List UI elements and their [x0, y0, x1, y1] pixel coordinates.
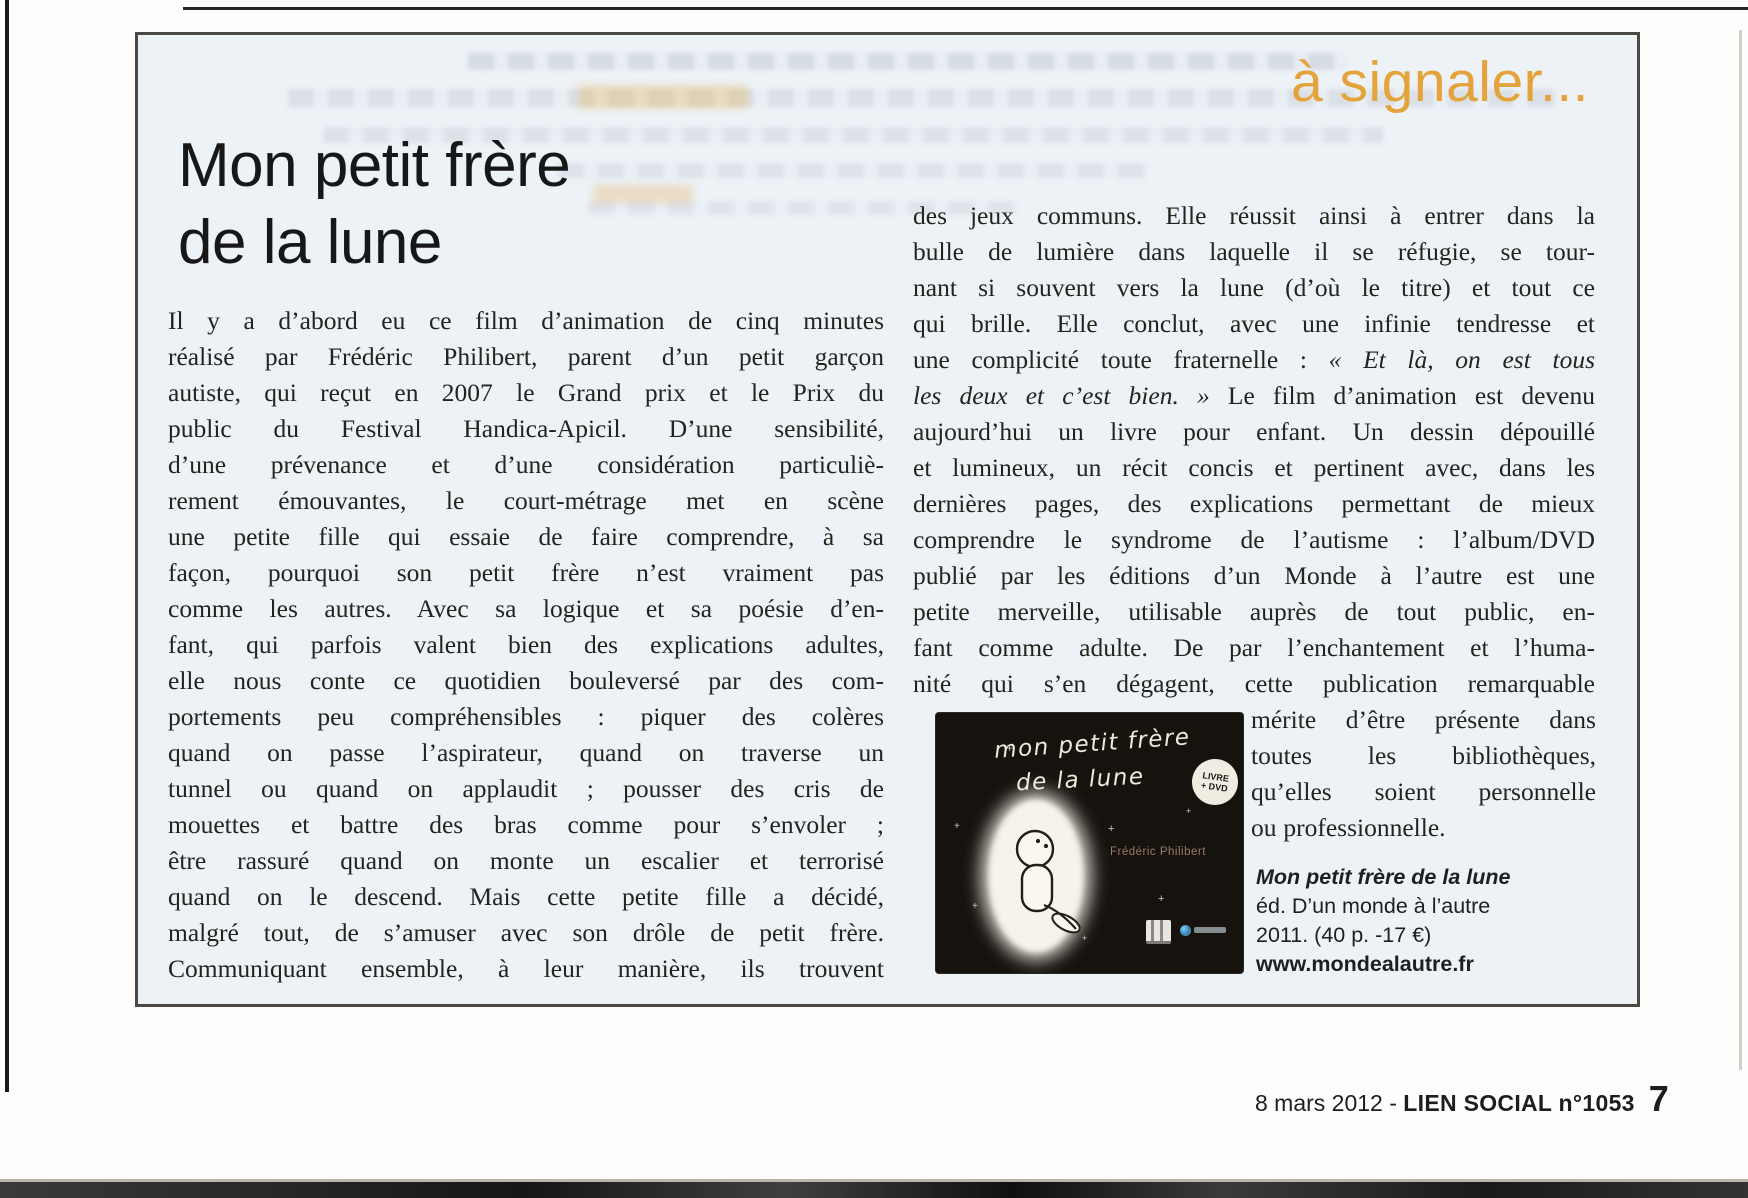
- scan-edge-top: [183, 7, 1748, 10]
- article-title: [178, 127, 570, 281]
- star-icon: [1186, 806, 1191, 816]
- body-text-line: comme les autres. Avec sa logique et sa poésie d’en-: [168, 594, 884, 623]
- body-text-line: mouettes et battre des bras comme pour s’envoler ;: [168, 810, 884, 839]
- star-icon: [954, 821, 960, 832]
- body-text-line: public du Festival Handica-Apicil. D’une sensibilité,: [168, 414, 884, 443]
- body-text-line: aujourd’hui un livre pour enfant. Un dessin dépouillé: [913, 417, 1595, 446]
- body-text-line: comprendre le syndrome de l’autisme : l’album/DVD: [913, 525, 1595, 554]
- left-column: [168, 303, 884, 987]
- body-text-line: qu’elles soient personnelle: [1251, 777, 1596, 806]
- quote-italic: les deux et c’est bien. »: [913, 381, 1228, 410]
- body-text-line: ou professionnelle.: [1251, 813, 1446, 842]
- body-text-line: autiste, qui reçut en 2007 le Grand prix et le Prix du: [168, 378, 884, 407]
- caption-year-pages-price: 2011. (40 p. -17 €): [1256, 923, 1432, 947]
- body-text-line: nité qui s’en dégagent, cette publication remarquable: [913, 669, 1595, 698]
- book-caption: [1256, 863, 1616, 979]
- body-text-line: rement émouvantes, le court-métrage met en scène: [168, 486, 884, 515]
- caption-publisher: éd. D’un monde à l’autre: [1256, 894, 1491, 918]
- body-text-line: quand on le descend. Mais cette petite fille a décidé,: [168, 882, 884, 911]
- livre-dvd-badge: [1189, 756, 1241, 808]
- body-text-line: être rassuré quand on monte un escalier et terrorisé: [168, 846, 884, 875]
- page-footer: [1255, 1078, 1669, 1120]
- body-text-line: réalisé par Frédéric Philibert, parent d’un petit garçon: [168, 342, 884, 371]
- scan-edge-left: [5, 0, 9, 1092]
- body-text-line: bulle de lumière dans laquelle il se réfugie, se tour-: [913, 237, 1595, 266]
- star-icon: [1158, 893, 1164, 905]
- body-text-line: une petite fille qui essaie de faire comprendre, à sa: [168, 522, 884, 551]
- scan-edge-right: [1739, 30, 1742, 1070]
- caption-website: www.mondealautre.fr: [1256, 952, 1474, 976]
- quote-regular: une complicité toute fraternelle :: [913, 345, 1329, 374]
- body-text-line: qui brille. Elle conclut, avec une infinie tendresse et: [913, 309, 1595, 338]
- footer-date: 8 mars 2012 -: [1255, 1090, 1404, 1116]
- body-text-line: d’une prévenance et d’une considération particuliè-: [168, 450, 884, 479]
- body-text-line: dernières pages, des explications permettant de mieux: [913, 489, 1595, 518]
- body-text-line: Il y a d’abord eu ce film d’animation de cinq minutes: [168, 306, 884, 335]
- child-illustration: [988, 799, 1084, 953]
- body-text-line: elle nous conte ce quotidien bouleversé par des com-: [168, 666, 884, 695]
- caption-title: Mon petit frère de la lune: [1256, 865, 1511, 889]
- article-title-line2: de la lune: [178, 208, 442, 277]
- section-label: à signaler...: [1290, 50, 1589, 114]
- badge-line2: + DVD: [1200, 780, 1229, 794]
- footer-magazine: LIEN SOCIAL n°1053: [1403, 1090, 1635, 1116]
- body-text-line: petite merveille, utilisable auprès de tout public, en-: [913, 597, 1595, 626]
- dvd-logo-icon: [1146, 920, 1171, 944]
- cover-title-line1: mon petit frère: [993, 724, 1192, 764]
- badge-line1: LIVRE: [1201, 770, 1230, 784]
- body-text-line: Communiquant ensemble, à leur manière, ils trouvent: [168, 954, 884, 983]
- scan-edge-bottom: [0, 1182, 1748, 1198]
- footer-page-number: 7: [1648, 1078, 1669, 1119]
- body-text-line: malgré tout, de s’amuser avec son drôle de petit frère.: [168, 918, 884, 947]
- body-text-line: publié par les éditions d’un Monde à l’autre est une: [913, 561, 1595, 590]
- cover-author: Frédéric Philibert: [1110, 846, 1206, 858]
- star-icon: [972, 901, 978, 912]
- book-cover: [936, 713, 1243, 973]
- body-text-line: nant si souvent vers la lune (d’où le titre) et tout ce: [913, 273, 1595, 302]
- body-text-line: fant, qui parfois valent bien des explications adultes,: [168, 630, 884, 659]
- star-icon: [1108, 823, 1114, 835]
- body-text-line: et lumineux, un récit concis et pertinent avec, dans les: [913, 453, 1595, 482]
- body-text-line: mérite d’être présente dans: [1251, 705, 1596, 734]
- quote-regular: Le film d’animation est devenu: [1227, 381, 1596, 410]
- article-box: [135, 32, 1640, 1007]
- body-text-line: tunnel ou quand on applaudit ; pousser des cris de: [168, 774, 884, 803]
- article-title-line1: Mon petit frère: [178, 131, 571, 200]
- right-column-wrapped-text: [1251, 702, 1596, 846]
- publisher-logo-dot: [1180, 925, 1191, 936]
- right-column: [913, 198, 1595, 702]
- body-text-line: fant comme adulte. De par l’enchantement et l’huma-: [913, 633, 1595, 662]
- body-text-line: toutes les bibliothèques,: [1251, 741, 1596, 770]
- publisher-logo-icon: [1180, 925, 1226, 935]
- cover-title-line2: de la lune: [1015, 763, 1146, 797]
- body-text-line: portements peu compréhensibles : piquer des colères: [168, 702, 884, 731]
- body-text-line: quand on passe l’aspirateur, quand on traverse un: [168, 738, 884, 767]
- quote-italic: « Et là, on est tous: [1328, 345, 1595, 374]
- publisher-logo-text: [1194, 927, 1226, 933]
- body-text-line: façon, pourquoi son petit frère n’est vraiment pas: [168, 558, 884, 587]
- body-text-line-quote: [913, 342, 1595, 378]
- body-text-line: des jeux communs. Elle réussit ainsi à entrer dans la: [913, 201, 1595, 230]
- body-text-line-quote: [913, 378, 1595, 414]
